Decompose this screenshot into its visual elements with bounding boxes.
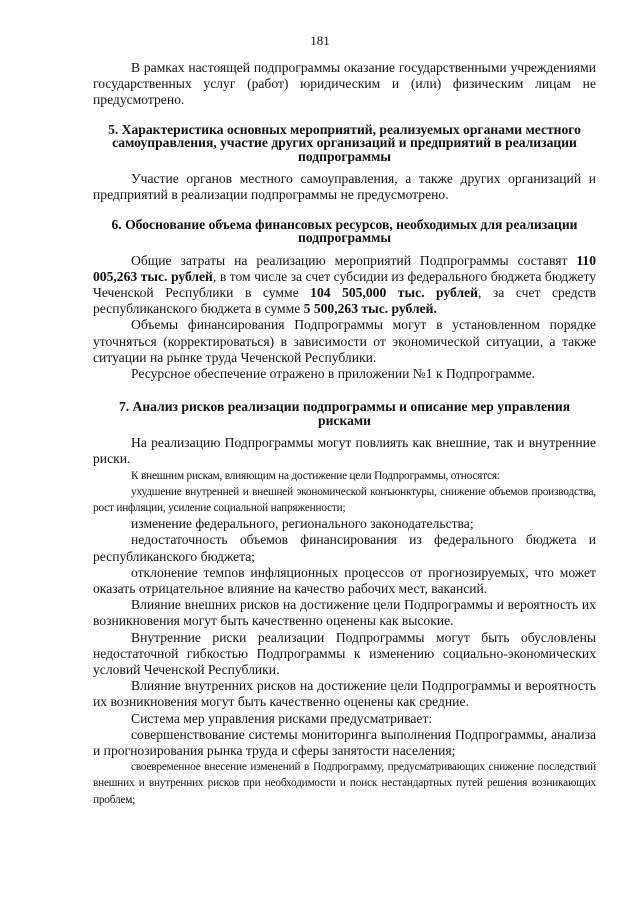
section-7-paragraph: Внутренние риски реализации Подпрограммы могут быть обусловлены недостаточной гибкостью Подпрограммы к изменению социально-экономических условий Чеченской Республики. bbox=[93, 629, 596, 677]
section-7-paragraph: своевременное внесение изменений в Подпрограмму, предусматривающих снижение последствий внешних и внутренних рисков при необходимости и поиск нестандартных путей решения возникающих проблем; bbox=[93, 761, 596, 806]
section-7-paragraph: Влияние внешних рисков на достижение цели Подпрограммы и вероятность их возникновения могут быть качественно оценены как высокие. bbox=[93, 597, 596, 629]
section-7-heading: 7. Анализ рисков реализации подпрограммы и описание мер управления рисками bbox=[118, 399, 571, 428]
funding-total: 110 005,263 тыс. рублей bbox=[93, 252, 596, 284]
section-6-paragraph-3: Ресурсное обеспечение отражено в приложении №1 к Подпрограмме. bbox=[131, 365, 536, 381]
section-5-paragraph: Участие органов местного самоуправления, а также других организаций и предприятий в реализации подпрограммы не предусмотрено. bbox=[93, 171, 596, 203]
section-6-paragraph-2: Объемы финансирования Подпрограммы могут в установленном порядке уточняться (корректироваться) в зависимости от экономической ситуации, а также ситуации на рынке труда Чеченской Республики. bbox=[93, 317, 596, 365]
funding-regional: 5 500,263 тыс. рублей. bbox=[303, 301, 437, 317]
section-7-paragraph: К внешним рискам, влияющим на достижение цели Подпрограммы, относятся: bbox=[131, 469, 500, 482]
section-6-funding-paragraph bbox=[93, 253, 596, 318]
section-7-paragraph: совершенствование системы мониторинга выполнения Подпрограммы, анализа и прогнозирования рынка труда и сферы занятости населения; bbox=[93, 726, 596, 758]
section-7-paragraph: На реализацию Подпрограммы могут повлиять как внешние, так и внутренние риски. bbox=[93, 435, 596, 467]
section-7-paragraph: изменение федерального, регионального законодательства; bbox=[131, 516, 474, 532]
section-5-heading: 5. Характеристика основных мероприятий, реализуемых органами местного самоуправления, участие других организаций и предприятий в реализации подпрограммы bbox=[108, 121, 581, 164]
section-7-paragraph: отклонение темпов инфляционных процессов от прогнозируемых, что может оказать отрицательное влияние на качество рабочих мест, вакансий. bbox=[93, 564, 596, 596]
section-7-paragraph: ухудшение внутренней и внешней экономической конъюнктуры, снижение объемов производства, рост инфляции, усиление социальной напряженности; bbox=[93, 485, 596, 514]
funding-text-c: , за счет средств республиканского бюджета в сумме bbox=[93, 284, 596, 317]
section-7-paragraph: недостаточность объемов финансирования из федерального бюджета и республиканского бюджета; bbox=[93, 532, 596, 564]
funding-federal: 104 505,000 тыс. рублей bbox=[310, 284, 478, 300]
section-7-paragraph: Система мер управления рисками предусматривает: bbox=[131, 710, 433, 726]
funding-text-a: Общие затраты на реализацию мероприятий Подпрограммы составят bbox=[131, 252, 577, 268]
page-number: 181 bbox=[310, 33, 330, 48]
section-7-paragraph: Влияние внутренних рисков на достижение цели Подпрограммы и вероятность их возникновения могут быть качественно оценены как средние. bbox=[93, 678, 596, 710]
section-6-heading: 6. Обоснование объема финансовых ресурсов, необходимых для реализации подпрограммы bbox=[111, 216, 578, 246]
intro-paragraph: В рамках настоящей подпрограммы оказание государственными учреждениями государственных услуг (работ) юридическим и (или) физическим лицам не предусмотрено. bbox=[93, 60, 596, 108]
document-body bbox=[93, 60, 596, 808]
funding-text-b: , в том числе за счет субсидии из федерального бюджета бюджету Чеченской Республики в сумме bbox=[93, 268, 597, 300]
